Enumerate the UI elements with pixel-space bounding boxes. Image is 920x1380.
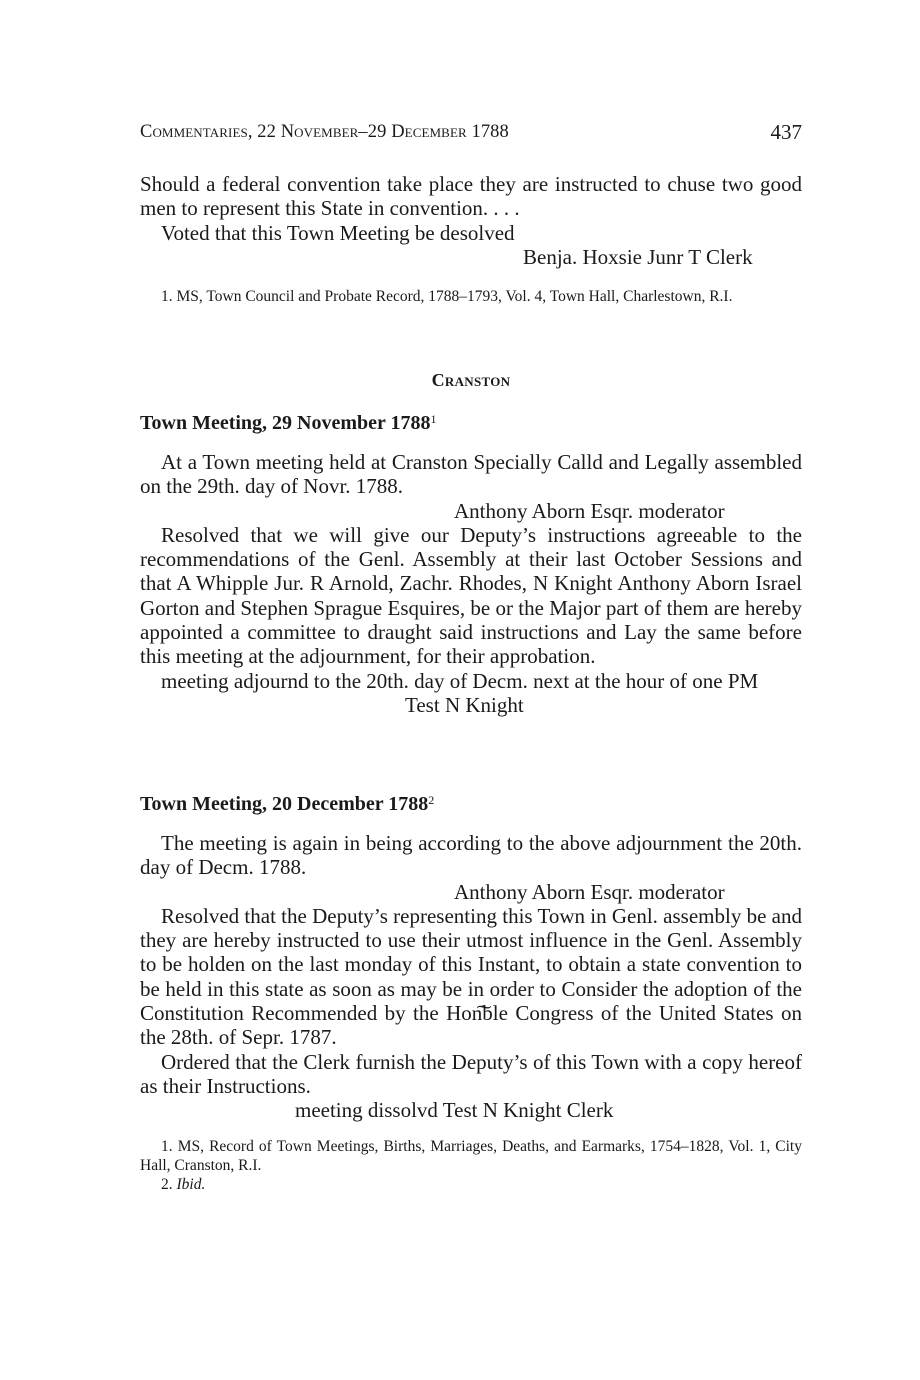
meeting2-ordered: Ordered that the Clerk furnish the Deputy’s of this Town with a copy hereof as their Instructions. [140, 1049, 802, 1098]
meeting1-moderator: Anthony Aborn Esqr. moderator [454, 498, 725, 523]
page-number: 437 [770, 120, 802, 144]
meeting2-title [140, 793, 802, 816]
running-head-title: Commentaries, 22 November–29 December 1788 [140, 122, 509, 142]
footnote-2-number: 2. [161, 1176, 173, 1193]
meeting1-opening: At a Town meeting held at Cranston Specially Calld and Legally assembled on the 29th. day of Novr. 1788. [140, 450, 802, 499]
footnote-mark: 1 [430, 412, 437, 426]
footnote-mark: 2 [428, 793, 435, 807]
footnote-text: 1. MS, Town Council and Probate Record, 1788–1793, Vol. 4, Town Hall, Charlestown, R.I. [161, 288, 733, 305]
meeting1-resolved: Resolved that we will give our Deputy’s instructions agreeable to the recommendations of the Genl. Assembly at their last October Sessions and that A Whipple Jur. R Arnold, Zachr. Rhodes, N Knight Anthony Aborn Israel Gorton and Stephen Sprague Esquires, be or the Major part of them are hereby appointed a committee to draught said instructions and Lay the same before this meeting at the adjournment, for their approbation. [140, 522, 802, 669]
meeting1-body [140, 450, 802, 717]
meeting1-title [140, 412, 802, 435]
meeting1-adjourn: meeting adjournd to the 20th. day of Decm. next at the hour of one PM [161, 668, 759, 693]
running-head [140, 122, 802, 148]
meeting1-title-text: Town Meeting, 29 November 1788 [140, 412, 431, 434]
meeting2-title-text: Town Meeting, 20 December 1788 [140, 793, 429, 815]
voted-line: Voted that this Town Meeting be desolved [161, 220, 515, 245]
meeting2-resolved: Resolved that the Deputy’s representing this Town in Genl. assembly be and they are hereby instructed to use their utmost influence in the Genl. Assembly to be holden on the last monday of this Instant, to obtain a state convention to be held in this state as soon as may be in order to Consider the adoption of the Constitution Recommended by the Hon͠ble Congress of the United States on the 28th. of Sepr. 1787. [140, 903, 802, 1050]
footnote-1: 1. MS, Record of Town Meetings, Births, Marriages, Deaths, and Earmarks, 1754–1828, Vol. 1, City Hall, Cranston, R.I. [140, 1138, 802, 1174]
clerk-signature: Benja. Hoxsie Junr T Clerk [523, 244, 753, 269]
meeting1-test: Test N Knight [405, 692, 524, 717]
meeting2-body [140, 831, 802, 1123]
meeting2-dissolved: meeting dissolvd Test N Knight Clerk [295, 1098, 614, 1123]
meeting2-moderator: Anthony Aborn Esqr. moderator [454, 879, 725, 904]
top-continuation [140, 172, 802, 269]
meeting2-opening: The meeting is again in being according to the above adjournment the 20th. day of Decm. 1788. [140, 831, 802, 880]
top-paragraph: Should a federal convention take place they are instructed to chuse two good men to represent this State in convention. . . . [140, 172, 802, 221]
section-heading: Cranston [431, 370, 511, 390]
footnote-2 [140, 1175, 802, 1194]
footnotes-cranston [140, 1137, 802, 1194]
footnote-2-text: Ibid. [176, 1176, 206, 1193]
footnote-charlestown [140, 287, 802, 306]
